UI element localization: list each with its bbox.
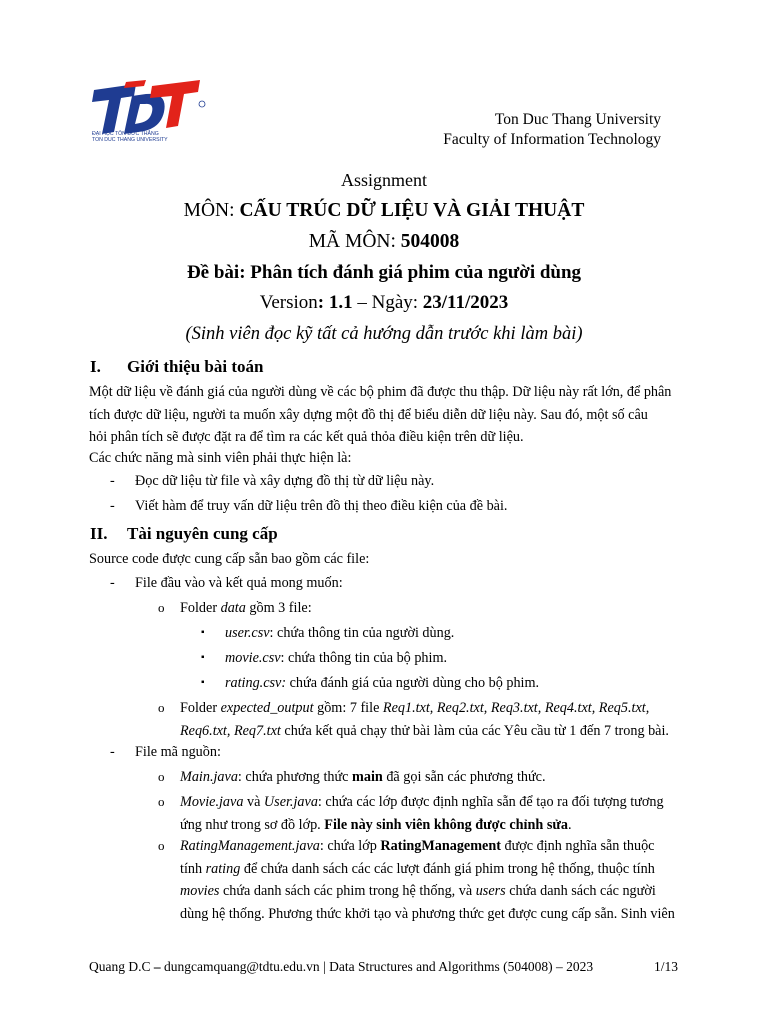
- circle-bullet: o: [158, 794, 165, 809]
- author-email: dungcamquang@tdtu.edu.vn: [164, 959, 320, 974]
- method-name: main: [352, 769, 383, 785]
- logo-text-vn: ĐẠI HỌC TÔN ĐỨC THẮNG: [92, 131, 159, 137]
- text-line: [180, 791, 700, 814]
- rating-management-item: [180, 835, 700, 925]
- task-item-2: Viết hàm để truy vấn dữ liệu trên đồ thị theo điều kiện của đề bài.: [135, 498, 508, 514]
- subject-name: CẤU TRÚC DỮ LIỆU VÀ GIẢI THUẬT: [239, 200, 585, 221]
- text: ứng như trong sơ đồ lớp.: [180, 816, 325, 833]
- version-value: : 1.1: [317, 292, 353, 313]
- date-value: 23/11/2023: [422, 292, 509, 313]
- user-csv-item: [225, 622, 695, 645]
- text-line: Một dữ liệu về đánh giá của người dùng về các bộ phim đã được thu thập. Dữ liệu này rất lớn, để phân: [89, 384, 672, 400]
- intro-paragraph: [89, 381, 699, 449]
- assignment-label: Assignment: [340, 170, 427, 190]
- square-bullet: ▪: [201, 652, 205, 663]
- logo-text-en: TON DUC THANG UNIVERSITY: [92, 137, 168, 143]
- square-bullet: ▪: [201, 677, 205, 688]
- text: : chứa phương thức: [237, 769, 353, 785]
- text-line: tích được dữ liệu, người ta muốn xây dựng một đồ thị để biểu diễn dữ liệu này. Sau đó, một số câu: [89, 406, 648, 423]
- text: : chứa các lớp được định nghĩa sẵn để tạo ra đối tượng tương: [317, 794, 664, 810]
- course-info: | Data Structures and Algorithms (504008) – 2023: [319, 959, 594, 974]
- text-line: [180, 835, 700, 858]
- text: đã gọi sẵn các phương thức.: [382, 769, 546, 785]
- circle-bullet: o: [158, 700, 165, 715]
- file-names: Req1.txt, Req2.txt, Req3.txt, Req4.txt, Req5.txt,: [382, 700, 650, 716]
- version-line: [0, 292, 768, 314]
- file-name: rating.csv:: [225, 675, 287, 691]
- attribute-name: rating: [205, 860, 241, 877]
- version-label: Version: [259, 292, 318, 313]
- dash-bullet: -: [110, 498, 115, 514]
- text: để chứa danh sách các các lượt đánh giá phim trong hệ thống, thuộc tính: [240, 860, 655, 877]
- file-name: Main.java: [180, 769, 238, 785]
- code-value: 504008: [400, 231, 460, 252]
- file-name: RatingManagement.java: [180, 838, 320, 854]
- text: .: [567, 816, 572, 833]
- file-name: user.csv: [225, 625, 270, 641]
- text: : chứa thông tin của bộ phim.: [280, 650, 448, 666]
- input-files-item: File đầu vào và kết quả mong muốn:: [135, 575, 343, 591]
- faculty-name: Faculty of Information Technology: [443, 131, 661, 148]
- circle-bullet: o: [158, 600, 165, 615]
- file-name: User.java: [263, 794, 318, 810]
- institution-block: [443, 110, 661, 150]
- rating-csv-item: [225, 672, 695, 695]
- circle-bullet: o: [158, 838, 165, 853]
- course-code: [0, 231, 768, 253]
- text: gồm: 7 file: [313, 700, 383, 716]
- attribute-name: users: [475, 883, 506, 899]
- university-logo: [88, 76, 206, 146]
- dash-bullet: -: [110, 575, 115, 591]
- section-title: Giới thiệu bài toán: [127, 357, 264, 376]
- text: chứa danh sách các người: [505, 883, 656, 899]
- subject-label: MÔN:: [183, 200, 240, 221]
- instruction-note: (Sinh viên đọc kỹ tất cả hướng dẫn trước khi làm bài): [185, 324, 583, 344]
- text-line: hỏi phân tích sẽ được đặt ra để tìm ra các kết quả thỏa điều kiện trên dữ liệu.: [89, 429, 524, 445]
- text: được định nghĩa sẵn thuộc: [500, 838, 655, 854]
- section-heading-intro: [90, 357, 263, 377]
- movie-csv-item: [225, 647, 695, 670]
- text: : chứa thông tin của người dùng.: [269, 625, 455, 641]
- text: gồm 3 file:: [245, 600, 312, 616]
- text-line: [180, 880, 700, 903]
- folder-name: data: [220, 600, 246, 616]
- file-name: Movie.java: [180, 794, 244, 810]
- data-folder-item: [180, 597, 700, 620]
- attribute-name: movies: [180, 883, 220, 899]
- square-bullet: ▪: [201, 627, 205, 638]
- section-number: II.: [90, 524, 108, 543]
- university-name: Ton Duc Thang University: [494, 111, 661, 128]
- text: tính: [180, 860, 206, 877]
- text-line: [180, 697, 700, 720]
- text-line: [180, 814, 700, 837]
- text: và: [243, 794, 264, 810]
- date-label: – Ngày:: [352, 292, 423, 313]
- text: Folder: [180, 700, 221, 716]
- tasks-intro: Các chức năng mà sinh viên phải thực hiện là:: [89, 450, 352, 466]
- class-name: RatingManagement: [380, 838, 501, 854]
- section-number: I.: [90, 357, 101, 376]
- text-line: dùng hệ thống. Phương thức khởi tạo và phương thức get được cung cấp sẵn. Sinh viên: [180, 905, 675, 922]
- dash-bullet: -: [110, 473, 115, 489]
- separator: –: [150, 959, 164, 974]
- movie-user-java-item: [180, 791, 700, 836]
- dash-bullet: -: [110, 744, 115, 760]
- file-name: movie.csv: [225, 650, 281, 666]
- text: Folder: [180, 600, 221, 616]
- text: chứa danh sách các phim trong hệ thống, và: [219, 883, 476, 899]
- author-name: Quang D.C: [89, 959, 151, 974]
- text-line: [180, 858, 700, 881]
- subject-title: [0, 200, 768, 222]
- source-files-item: File mã nguồn:: [135, 744, 221, 760]
- circle-bullet: o: [158, 769, 165, 784]
- text: chứa đánh giá của người dùng cho bộ phim.: [286, 675, 540, 691]
- resources-intro: Source code được cung cấp sẵn bao gồm các file:: [89, 551, 370, 567]
- page-number: 1/13: [653, 959, 678, 974]
- section-title: Tài nguyên cung cấp: [127, 524, 278, 543]
- topic-title: Đề bài: Phân tích đánh giá phim của người dùng: [186, 262, 582, 283]
- page-footer: [89, 959, 593, 975]
- text: : chứa lớp: [319, 838, 381, 854]
- expected-output-item: [180, 697, 700, 742]
- folder-name: expected_output: [220, 700, 314, 716]
- main-java-item: [180, 766, 700, 789]
- task-item-1: Đọc dữ liệu từ file và xây dựng đồ thị từ dữ liệu này.: [135, 473, 435, 489]
- section-heading-resources: [90, 524, 278, 544]
- text: chứa kết quả chạy thử bài làm của các Yêu cầu từ 1 đến 7 trong bài.: [280, 722, 669, 739]
- code-label: MÃ MÔN:: [308, 231, 401, 252]
- file-names: Req6.txt, Req7.txt: [180, 722, 281, 739]
- text-line: [180, 720, 700, 743]
- warning-text: File này sinh viên không được chỉnh sửa: [324, 816, 568, 833]
